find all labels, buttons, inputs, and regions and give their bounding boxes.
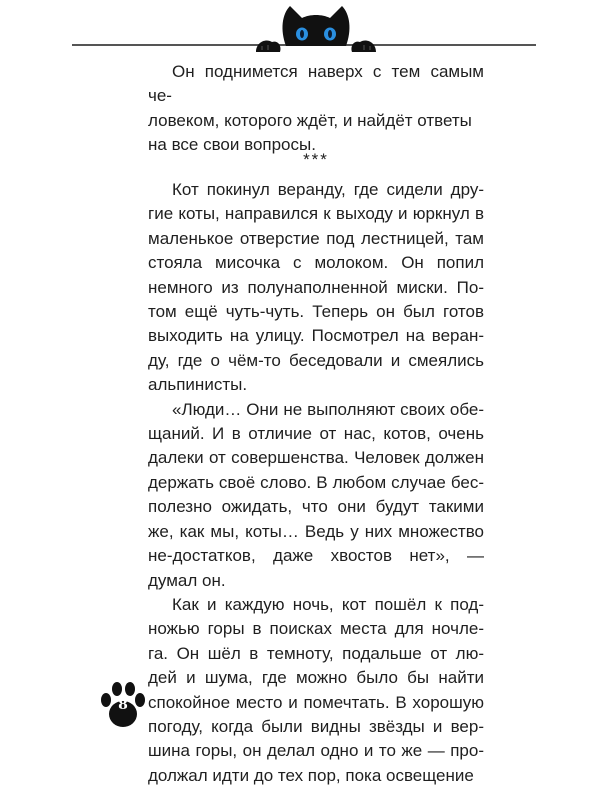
paragraph: «Люди… Они не выполняют своих обе-щаний. И в отличие от нас, котов, очень далеки от совершенства. Человек должен держать своё слово. В любом случае бес-полезно ожидать, что они будут такими же, как мы, коты… Ведь у них множество не-достатков, даже хвостов нет», — думал он. [148,399,484,590]
intro-text [148,60,484,158]
main-text [148,178,484,788]
intro-line: на все свои вопросы. [148,135,316,155]
paragraph: Как и каждую ночь, кот пошёл к под-ножью горы в поисках места для ночле-га. Он шёл в темноту, подальше от лю-дей и шума, где можно было бы найти спокойное место и помечтать. В хорошую погоду, когда были видны звёзды и вер-шина горы, он делал одно и то же — про-должал идти до тех пор, пока освещение [148,594,484,785]
page-number: 8 [118,697,128,713]
cat-peeking-icon [250,0,382,60]
intro-line: Он поднимется наверх с тем самым че- [148,62,484,106]
paragraph: Кот покинул веранду, где сидели дру-гие коты, направился к выходу и юркнул в маленькое отверстие под лестницей, там стояла мисочка с молоком. Он попил немного из полунаполненной миски. По-том ещё чуть-чуть. Теперь он был готов выходить на улицу. Посмотрел на веран-ду, где о чём-то беседовали и смеялись альпинисты. [148,180,484,395]
section-separator: *** [303,150,329,169]
intro-line: ловеком, которого ждёт, и найдёт ответы [148,110,472,130]
